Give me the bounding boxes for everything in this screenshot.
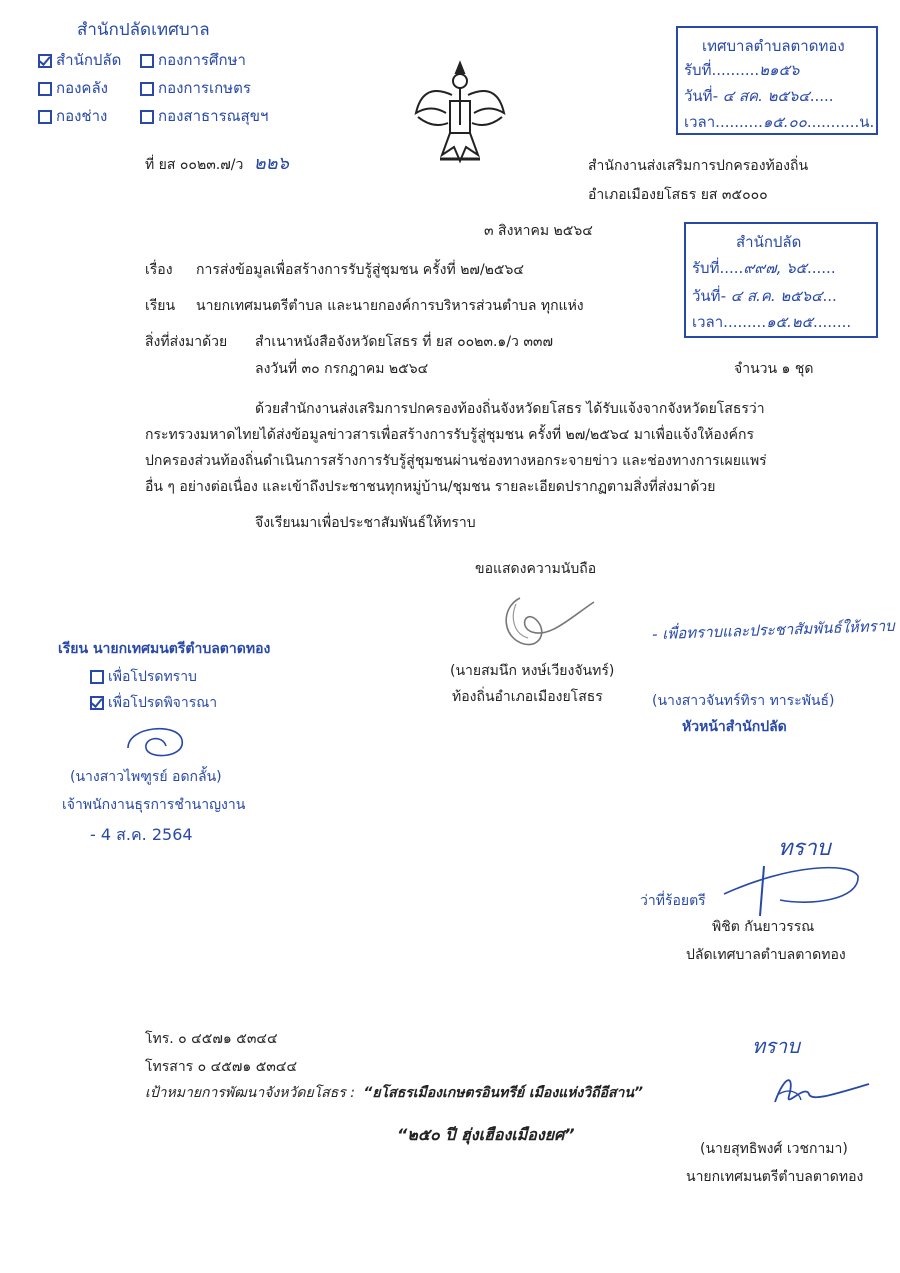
municipality-receipt-stamp <box>676 26 878 135</box>
division-stamp-title: สำนักปลัดเทศบาล <box>77 20 210 40</box>
sender-line-2: อำเภอเมืองยโสธร ยส ๓๕๐๐๐ <box>588 187 768 203</box>
main-signature <box>490 588 600 656</box>
left-note-option-1: เพื่อโปรดทราบ <box>90 668 197 686</box>
mayor-handwriting: ทราบ <box>752 1034 800 1058</box>
right-note-position: หัวหน้าสำนักปลัด <box>682 719 787 735</box>
stamp-received-row: รับที่..........๒๑๕๖ <box>684 61 800 79</box>
stamp-received-row: รับที่.....๙๙๗, ๖๕...... <box>692 259 836 277</box>
recipient-text: นายกเทศมนตรีตำบล และนายกองค์การบริหารส่วนตำบล ทุกแห่ง <box>196 298 584 314</box>
stamp-option-office: สำนักปลัด <box>38 48 121 72</box>
stamp-option-health: กองสาธารณสุขฯ <box>140 104 268 128</box>
checkbox-icon <box>140 110 154 124</box>
right-lower-name: พิชิต กันยาวรรณ <box>712 919 815 935</box>
left-note-name: (นางสาวไพฑูรย์ อดกลั้น) <box>70 769 222 785</box>
recipient-label: เรียน <box>145 298 176 314</box>
checkbox-icon <box>38 110 52 124</box>
stamp-date-row: วันที่- ๔ ส.ค. ๒๕๖๔... <box>692 287 837 305</box>
contact-tel: โทร. ๐ ๔๕๗๑ ๕๓๔๔ <box>145 1031 278 1047</box>
closing-salutation: ขอแสดงความนับถือ <box>475 561 597 577</box>
body-line-3: ปกครองส่วนท้องถิ่นดำเนินการสร้างการรับรู้สู่ชุมชนผ่านช่องทางหอกระจายข่าว และช่องทางการเผยแพร่ <box>145 453 767 469</box>
stamp-option-agriculture: กองการเกษตร <box>140 76 251 100</box>
office-receipt-stamp <box>684 222 878 338</box>
checkbox-icon <box>90 696 104 710</box>
body-line-4: อื่น ๆ อย่างต่อเนื่อง และเข้าถึงประชาชนทุกหมู่บ้าน/ชุมชน รายละเอียดปรากฏตามสิ่งที่ส่งมาด้วย <box>145 479 716 495</box>
document-number: ที่ ยส ๐๐๒๓.๗/ว ๒๒๖ <box>145 153 289 174</box>
left-note-date: - 4 ส.ค. 2564 <box>90 825 193 844</box>
checkbox-icon <box>140 82 154 96</box>
body-closing-line: จึงเรียนมาเพื่อประชาสัมพันธ์ให้ทราบ <box>255 515 476 531</box>
enclosure-label: สิ่งที่ส่งมาด้วย <box>145 334 228 350</box>
right-lower-prefix: ว่าที่ร้อยตรี <box>640 893 706 909</box>
mayor-name: (นายสุทธิพงศ์ เวชกามา) <box>700 1141 848 1157</box>
right-lower-position: ปลัดเทศบาลตำบลตาดทอง <box>686 947 846 963</box>
checkbox-icon <box>38 54 52 68</box>
stamp-org: สำนักปลัด <box>736 233 802 251</box>
province-slogan: “๒๕๐ ปี ฮุ่งเฮืองเมืองยศ” <box>397 1125 575 1144</box>
body-line-2: กระทรวงมหาดไทยได้ส่งข้อมูลข่าวสารเพื่อสร้างการรับรู้สู่ชุมชน ครั้งที่ ๒๗/๒๕๖๔ มาเพื่อแจ้งให้องค์กร <box>145 427 754 443</box>
stamp-option-education: กองการศึกษา <box>140 48 246 72</box>
division-stamp <box>22 10 269 125</box>
main-signer-name: (นายสมนึก หงษ์เวียงจันทร์) <box>450 663 615 679</box>
contact-fax: โทรสาร ๐ ๔๕๗๑ ๕๓๔๔ <box>145 1059 298 1075</box>
stamp-time-row: เวลา.........๑๕.๒๕........ <box>692 313 852 331</box>
stamp-date-row: วันที่- ๔ สค. ๒๕๖๔..... <box>684 87 834 105</box>
left-note-option-2: เพื่อโปรดพิจารณา <box>90 694 217 712</box>
subject-text: การส่งข้อมูลเพื่อสร้างการรับรู้สู่ชุมชน ครั้งที่ ๒๗/๒๕๖๔ <box>196 262 524 278</box>
left-note-title: เรียน นายกเทศมนตรีตำบลตาดทอง <box>58 641 271 657</box>
stamp-time-row: เวลา..........๑๕.๐๐...........น. <box>684 113 875 131</box>
mayor-position: นายกเทศมนตรีตำบลตาดทอง <box>686 1169 864 1185</box>
stamp-org: เทศบาลตำบลตาดทอง <box>702 37 845 55</box>
stamp-option-engineering: กองช่าง <box>38 104 107 128</box>
sender-line-1: สำนักงานส่งเสริมการปกครองท้องถิ่น <box>588 158 809 174</box>
main-signer-position: ท้องถิ่นอำเภอเมืองยโสธร <box>452 689 603 705</box>
body-line-1: ด้วยสำนักงานส่งเสริมการปกครองท้องถิ่นจังหวัดยโสธร ได้รับแจ้งจากจังหวัดยโสธรว่า <box>255 401 765 417</box>
stamp-option-finance: กองคลัง <box>38 76 108 100</box>
enclosure-line-2: ลงวันที่ ๓๐ กรกฎาคม ๒๕๖๔ <box>255 361 429 377</box>
left-note-signature <box>118 718 198 762</box>
right-note-name: (นางสาวจันทร์ทิรา ทาระพันธ์) <box>652 693 835 709</box>
document-number-handwritten: ๒๒๖ <box>253 153 289 174</box>
province-goal: เป้าหมายการพัฒนาจังหวัดยโสธร : “ยโสธรเมืองเกษตรอินทรีย์ เมืองแห่งวิถีอีสาน” <box>145 1085 644 1101</box>
document-date: ๓ สิงหาคม ๒๕๖๔ <box>484 223 593 239</box>
right-lower-signature <box>720 860 870 920</box>
right-handwritten-note: - เพื่อทราบและประชาสัมพันธ์ให้ทราบ <box>651 616 895 644</box>
right-lower-handwriting: ทราบ <box>778 836 831 861</box>
enclosure-amount: จำนวน ๑ ชุด <box>734 361 814 377</box>
checkbox-icon <box>90 670 104 684</box>
checkbox-icon <box>140 54 154 68</box>
garuda-emblem-icon <box>410 55 510 167</box>
left-note-position: เจ้าพนักงานธุรการชำนาญงาน <box>62 797 246 813</box>
enclosure-line-1: สำเนาหนังสือจังหวัดยโสธร ที่ ยส ๐๐๒๓.๑/ว ๓๓๗ <box>255 334 554 350</box>
subject-label: เรื่อง <box>145 262 173 278</box>
mayor-signature <box>765 1064 875 1114</box>
checkbox-icon <box>38 82 52 96</box>
